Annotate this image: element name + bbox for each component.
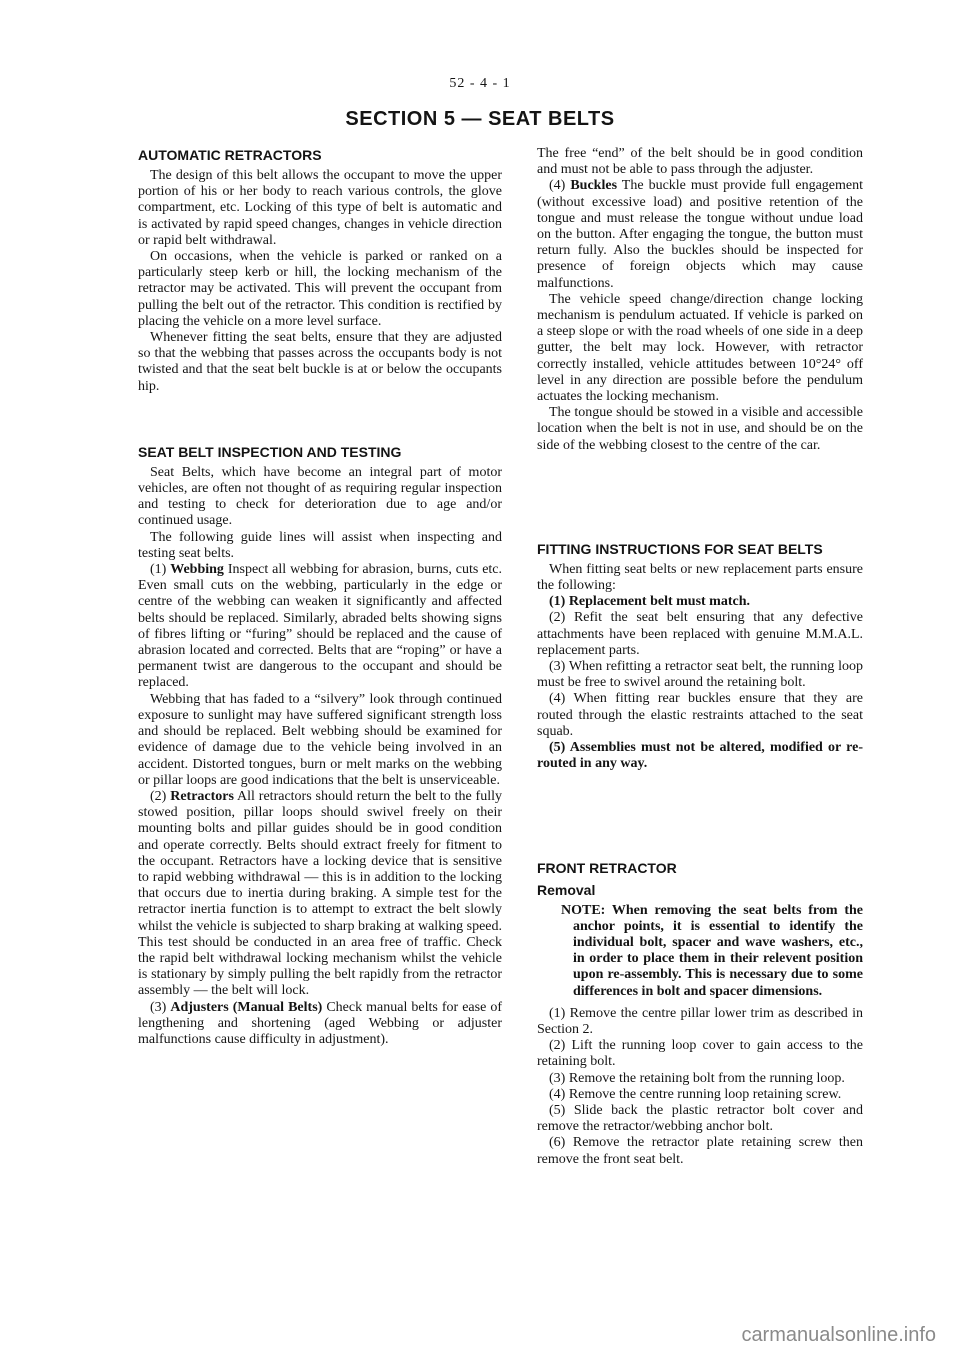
retractors-item bbox=[138, 789, 502, 1000]
buckles-item bbox=[537, 178, 863, 291]
webbing-item bbox=[138, 562, 502, 692]
item-text: Check manual belts for ease of lengthening and shortening (aged Webbing or adjuster malfunctions cause difficulty in adjustment). bbox=[138, 999, 502, 1047]
note: NOTE: When removing the seat belts from the anchor points, it is essential to identify the individual bolt, spacer and wave washers, etc., in order to place them in their relevent position upon re-assembly. This is necessary due to some differences in bolt and spacer dimensions. bbox=[561, 902, 863, 999]
automatic-retractors-heading: AUTOMATIC RETRACTORS bbox=[138, 147, 322, 163]
paragraph: Webbing that has faded to a “silvery” look through continued exposure to sunlight may have suffered significant strength loss and should be replaced. Belt webbing should be examined for evidence of damage due to the vehicle being involved in an accident. Distorted tongues, burn or melt marks on the webbing or pillar loops are good indications that the belt is unserviceable. bbox=[138, 691, 502, 788]
list-item: (3) When refitting a retractor seat belt, the running loop must be free to swivel around the retaining bolt. bbox=[537, 659, 863, 691]
item-number: (3) bbox=[150, 999, 167, 1015]
list-item: (4) Remove the centre running loop retaining screw. bbox=[549, 1086, 842, 1102]
list-item: (2) Lift the running loop cover to gain access to the retaining bolt. bbox=[537, 1038, 863, 1070]
item-term: Retractors bbox=[170, 788, 234, 804]
list-item: (3) Remove the retaining bolt from the running loop. bbox=[549, 1070, 845, 1086]
list-item: (5) Slide back the plastic retractor bolt cover and remove the retractor/webbing anchor bolt. bbox=[537, 1102, 863, 1135]
paragraph: When fitting seat belts or new replacement parts ensure the following: bbox=[537, 561, 863, 594]
item-text: The buckle must provide full engagement (without excessive load) and positive retention of the tongue and must release the tongue without undue load on the button. After engaging the tongue, the button must return fully. Also the buckles should be inspected for presence of foreign objects which may cause malfunctions. bbox=[537, 178, 864, 291]
left-column bbox=[138, 146, 502, 1048]
section-title: SECTION 5 — SEAT BELTS bbox=[345, 108, 615, 130]
item-term: Webbing bbox=[170, 562, 224, 578]
item-text: Inspect all webbing for abrasion, burns, cuts etc. Even small cuts on the webbing, particularly in the edge or centre of the webbing can weaken it significantly and affected belts should be replaced. Similarly, abraded belts showing signs of fibres lifting or “furing” should be replaced and the cause of abrasion located and corrected. Belts that are “roping” or have a permanent twist are dangerous to the occupant and should be replaced. bbox=[138, 562, 503, 691]
paragraph: The design of this belt allows the occupant to move the upper portion of his or her body to reach various controls, the glove compartment, etc. Locking of this type of belt is automatic and is activated by rapid speed changes, changes in vehicle direction or rapid belt withdrawal. bbox=[138, 168, 502, 248]
right-column bbox=[537, 146, 863, 1168]
paragraph: Whenever fitting the seat belts, ensure that they are adjusted so that the webbing that passes across the occupants body is not twisted and that the seat belt buckle is at or below the occupants hip. bbox=[138, 330, 502, 394]
item-number: (2) bbox=[150, 788, 167, 804]
paragraph: The following guide lines will assist when inspecting and testing seat belts. bbox=[138, 529, 502, 561]
item-number: (1) bbox=[150, 562, 167, 578]
adjusters-item bbox=[138, 1000, 502, 1049]
item-text: (1) Replacement belt must match. bbox=[549, 594, 751, 610]
inspection-heading: SEAT BELT INSPECTION AND TESTING bbox=[138, 443, 402, 460]
paragraph: The vehicle speed change/direction change locking mechanism is pendulum actuated. If vehicle is parked on a steep slope or with the road wheels of one side in a deep gutter, the belt may lock. However, with retractor correctly installed, vehicle attitudes between 10°24° off level in any direction are possible before the pendulum actuates the locking mechanism. bbox=[537, 291, 863, 405]
paragraph: Seat Belts, which have become an integral part of motor vehicles, are often not thought of as requiring regular inspection and testing to check for deterioration due to age and/or continued usage. bbox=[138, 464, 502, 529]
item-text: (5) Assemblies must not be altered, modified or re-routed in any way. bbox=[537, 740, 863, 772]
watermark: carmanualsonline.info bbox=[741, 1324, 936, 1346]
fitting-instructions-heading: FITTING INSTRUCTIONS FOR SEAT BELTS bbox=[537, 540, 823, 557]
list-item: (1) Remove the centre pillar lower trim as described in Section 2. bbox=[537, 1005, 863, 1037]
list-item bbox=[537, 740, 863, 772]
paragraph: On occasions, when the vehicle is parked or ranked on a particularly steep kerb or hill, the locking mechanism of the retractor may be activated. This will prevent the occupant from pulling the belt out of the retractor. This condition is rectified by placing the vehicle on a more level surface. bbox=[138, 249, 502, 329]
removal-subheading: Removal bbox=[537, 881, 596, 898]
front-retractor-heading: FRONT RETRACTOR bbox=[537, 859, 677, 876]
list-item: (4) When fitting rear buckles ensure that they are routed through the elastic restraints attached to the seat squab. bbox=[537, 691, 863, 739]
item-term: Adjusters (Manual Belts) bbox=[170, 999, 323, 1015]
item-text: All retractors should return the belt to the fully stowed position, pillar loops should swivel freely on their mounting bolts and pillar guides should be in good condition and operate correctly. Belts should extract freely for fitment to the occupant. Retractors have a locking device that is sensitive to rapid webbing withdrawal — this is in addition to the locking that occurs due to inertia during braking. A simple test for the retractor inertia function is to attempt to extract the belt slowly whilst the vehicle is subjected to sharp braking at walking speed. This test should be conducted in an area free of traffic. Check the rapid belt withdrawal locking mechanism whilst the vehicle is stationary by simply pulling the belt rapidly from the retractor assembly — the belt will lock. bbox=[138, 788, 503, 999]
list-item bbox=[537, 594, 863, 610]
paragraph: The tongue should be stowed in a visible and accessible location when the belt is not in use, and should be on the side of the webbing closest to the centre of the car. bbox=[537, 405, 863, 453]
list-item: (2) Refit the seat belt ensuring that any defective attachments have been replaced with genuine M.M.A.L. replacement parts. bbox=[537, 610, 863, 658]
paragraph: The free “end” of the belt should be in good condition and must not be able to pass through the adjuster. bbox=[537, 146, 863, 178]
page-number: 52 - 4 - 1 bbox=[449, 76, 511, 91]
item-term: Buckles bbox=[570, 178, 618, 194]
item-number: (4) bbox=[549, 178, 566, 194]
list-item: (6) Remove the retractor plate retaining screw then remove the front seat belt. bbox=[537, 1135, 863, 1167]
